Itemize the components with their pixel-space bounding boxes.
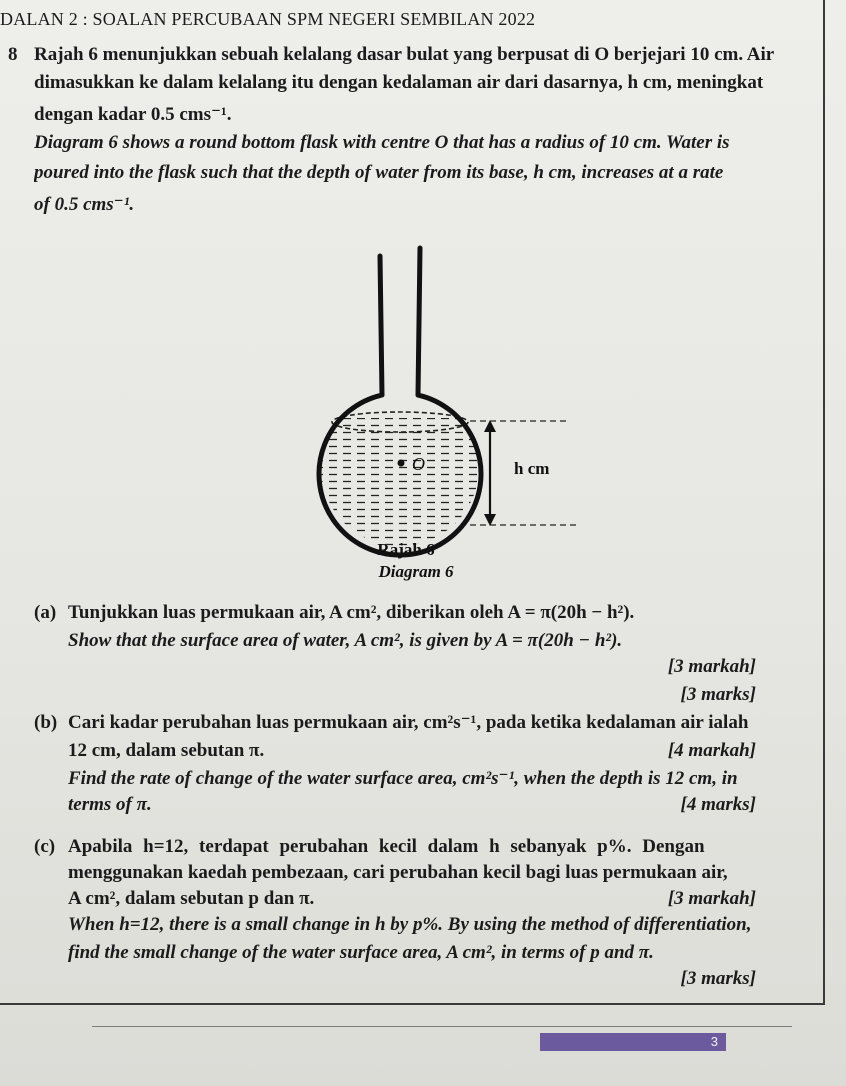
part-c-ms-line-1: Apabila h=12, terdapat perubahan kecil dalam h sebanyak p%. Dengan bbox=[68, 836, 705, 857]
intro-ms-line-1: Rajah 6 menunjukkan sebuah kelalang dasar bulat yang berpusat di O berjejari 10 cm. Air bbox=[34, 44, 775, 65]
part-a-ms: Tunjukkan luas permukaan air, A cm², diberikan oleh A = π(20h − h²). bbox=[68, 602, 635, 623]
part-a-marks-ms: [3 markah] bbox=[667, 656, 756, 677]
part-c-marks-en: [3 marks] bbox=[680, 968, 756, 989]
part-c-en-line-1: When h=12, there is a small change in h by p%. By using the method of differentiation, bbox=[68, 914, 752, 935]
part-a-en: Show that the surface area of water, A cm², is given by A = π(20h − h²). bbox=[68, 630, 623, 651]
part-c-en-line-2: find the small change of the water surface area, A cm², in terms of p and π. bbox=[68, 942, 654, 963]
flask-diagram bbox=[300, 240, 600, 590]
part-b-en-line-2: terms of π. bbox=[68, 794, 152, 815]
intro-en-line-3: of 0.5 cms⁻¹. bbox=[34, 194, 135, 215]
part-b-en-line-1: Find the rate of change of the water surface area, cm²s⁻¹, when the depth is 12 cm, in bbox=[68, 768, 738, 789]
centre-point bbox=[398, 460, 405, 467]
part-b-marks-ms: [4 markah] bbox=[667, 740, 756, 761]
page-number: 3 bbox=[540, 1033, 726, 1051]
intro-en-line-1: Diagram 6 shows a round bottom flask with centre O that has a radius of 10 cm. Water is bbox=[34, 132, 730, 153]
depth-arrow-head-down bbox=[484, 514, 496, 526]
part-a-label: (a) bbox=[34, 602, 57, 623]
part-c-label: (c) bbox=[34, 836, 56, 857]
part-a-marks-en: [3 marks] bbox=[680, 684, 756, 705]
footer-rule bbox=[92, 1026, 792, 1027]
centre-label: O bbox=[412, 454, 425, 474]
intro-ms-line-3: dengan kadar 0.5 cms⁻¹. bbox=[34, 104, 232, 125]
part-b-ms-line-1: Cari kadar perubahan luas permukaan air, cm²s⁻¹, pada ketika kedalaman air ialah bbox=[68, 712, 749, 733]
part-b-label: (b) bbox=[34, 712, 58, 733]
part-b-marks-en: [4 marks] bbox=[680, 794, 756, 815]
part-c-ms-line-3: A cm², dalam sebutan p dan π. bbox=[68, 888, 315, 909]
intro-en-line-2: poured into the flask such that the depth of water from its base, h cm, increases at a rate bbox=[34, 162, 724, 183]
part-c-marks-ms: [3 markah] bbox=[667, 888, 756, 909]
part-c-ms-line-2: menggunakan kaedah pembezaan, cari perubahan kecil bagi luas permukaan air, bbox=[68, 862, 728, 883]
depth-arrow-head-up bbox=[484, 420, 496, 432]
question-number: 8 bbox=[8, 44, 18, 65]
diagram-caption-ms: Rajah 6 bbox=[377, 540, 435, 559]
exam-header: DALAN 2 : SOALAN PERCUBAAN SPM NEGERI SEMBILAN 2022 bbox=[0, 9, 536, 29]
depth-label: h cm bbox=[514, 459, 550, 478]
diagram-caption-en: Diagram 6 bbox=[378, 562, 454, 581]
part-b-ms-line-2: 12 cm, dalam sebutan π. bbox=[68, 740, 265, 761]
intro-ms-line-2: dimasukkan ke dalam kelalang itu dengan kedalaman air dari dasarnya, h cm, meningkat bbox=[34, 72, 764, 93]
